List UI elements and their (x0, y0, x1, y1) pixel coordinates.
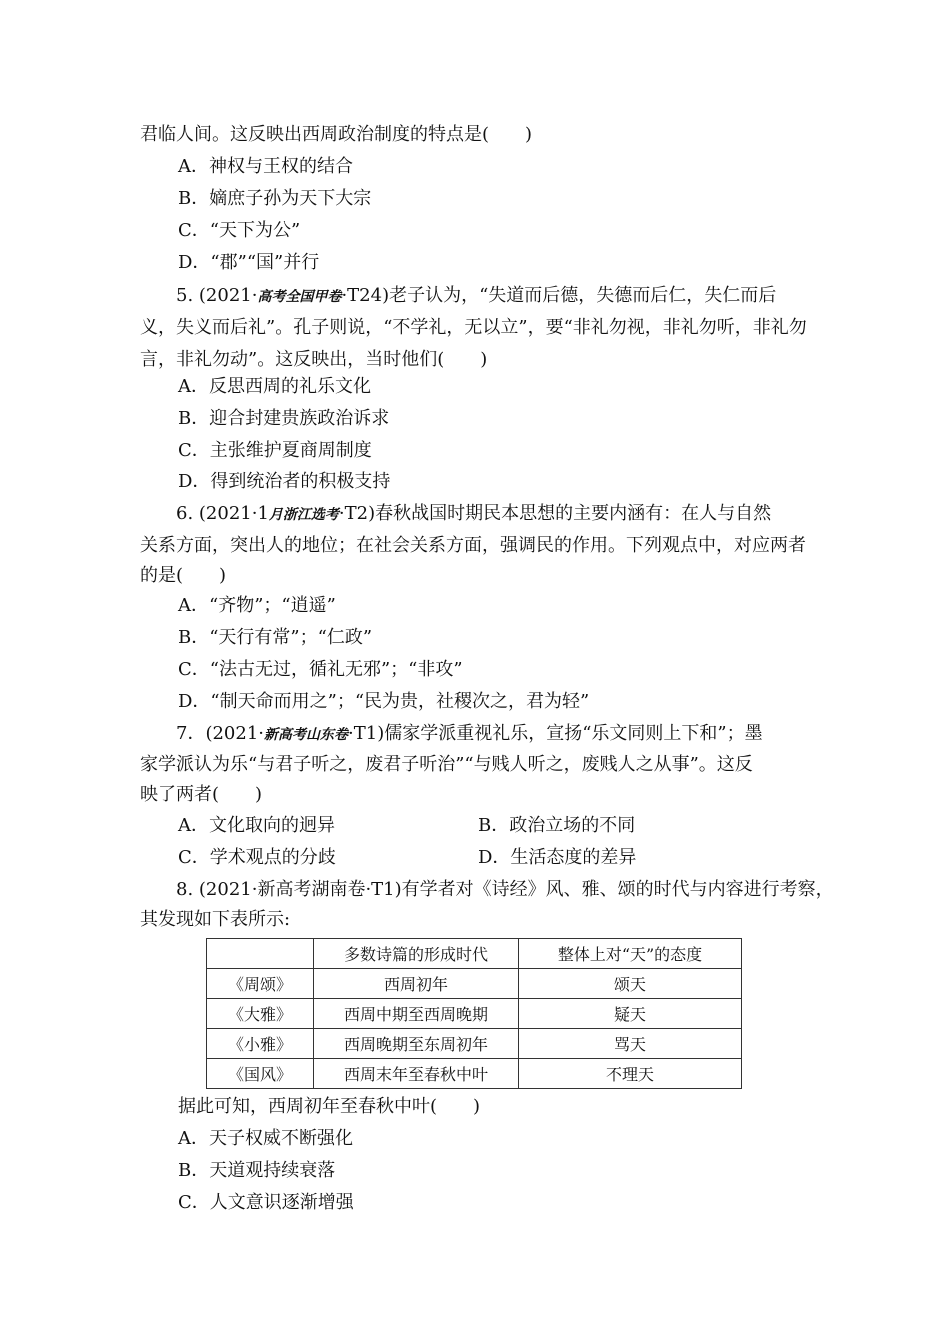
table-header-cell (207, 939, 314, 969)
question-7-number: 7．(2021· (176, 723, 265, 744)
table-cell: 西周末年至春秋中叶 (314, 1059, 519, 1089)
table-header-cell: 整体上对“天”的态度 (519, 939, 742, 969)
question-7-option-b: B．政治立场的不同 (478, 815, 636, 836)
question-6-number: 6. (2021·1 (176, 503, 269, 524)
question-6-text: ·T2)春秋战国时期民本思想的主要内涵有：在人与自然 (338, 503, 772, 524)
question-6-line-2: 关系方面，突出人的地位；在社会关系方面，强调民的作用。下列观点中，对应两者 (140, 535, 806, 556)
question-5-text: ·T24)老子认为，“失道而后德，失德而后仁，失仁而后 (341, 285, 777, 306)
question-5-line-3: 言，非礼勿动”。这反映出，当时他们( ) (140, 349, 488, 370)
question-8-option-b: B．天道观持续衰落 (178, 1160, 336, 1181)
question-7-options-row-1 (178, 810, 858, 842)
question-7-source: 新高考山东卷 (264, 727, 349, 743)
table-cell: 不理天 (519, 1059, 742, 1089)
table-header-row (207, 939, 742, 969)
table-row (207, 1059, 742, 1089)
table-cell: 《小雅》 (207, 1029, 314, 1059)
question-4-option-c: C．“天下为公” (178, 220, 301, 241)
shijing-table (206, 938, 742, 1089)
question-4-option-b: B．嫡庶子孙为天下大宗 (178, 188, 372, 209)
question-4-option-a: A．神权与王权的结合 (178, 156, 353, 177)
question-7-text: ·T1)儒家学派重视礼乐，宣扬“乐文同则上下和”；墨 (348, 723, 763, 744)
question-6-option-b: B．“天行有常”；“仁政” (178, 627, 373, 648)
question-8-stem: 据此可知，西周初年至春秋中叶( ) (178, 1096, 481, 1117)
question-5-option-d: D．得到统治者的积极支持 (178, 471, 391, 492)
question-7-option-c: C．学术观点的分歧 (178, 847, 336, 868)
question-8-option-c: C．人文意识逐渐增强 (178, 1192, 354, 1213)
question-5-number: 5. (2021· (176, 285, 258, 306)
table-header-cell: 多数诗篇的形成时代 (314, 939, 519, 969)
table-cell: 骂天 (519, 1029, 742, 1059)
table-row (207, 999, 742, 1029)
question-6-option-c: C．“法古无过，循礼无邪”；“非攻” (178, 659, 463, 680)
question-7-option-d: D．生活态度的差异 (478, 847, 637, 868)
question-8-line-2: 其发现如下表所示: (140, 909, 291, 930)
question-5-option-a: A．反思西周的礼乐文化 (178, 376, 371, 397)
question-5-line-1 (176, 280, 836, 312)
question-7-options-row-2 (178, 842, 858, 874)
question-6-option-d: D．“制天命而用之”；“民为贵，社稷次之，君为轻” (178, 691, 590, 712)
table-row (207, 1029, 742, 1059)
question-5-line-2: 义，失义而后礼”。孔子则说，“不学礼，无以立”，要“非礼勿视，非礼勿听，非礼勿 (140, 317, 807, 338)
question-6-option-a: A．“齐物”；“逍遥” (178, 595, 336, 616)
question-4-stem: 君临人间。这反映出西周政治制度的特点是( ) (140, 124, 533, 145)
table-cell: 颂天 (519, 969, 742, 999)
table-cell: 西周中期至西周晚期 (314, 999, 519, 1029)
table-row (207, 969, 742, 999)
table-cell: 《大雅》 (207, 999, 314, 1029)
question-6-line-1 (176, 498, 836, 530)
question-5-option-c: C．主张维护夏商周制度 (178, 440, 372, 461)
question-8-option-a: A．天子权威不断强化 (178, 1128, 353, 1149)
table-cell: 疑天 (519, 999, 742, 1029)
question-5-option-b: B．迎合封建贵族政治诉求 (178, 408, 390, 429)
question-7-line-1 (176, 718, 836, 750)
question-6-line-3: 的是( ) (140, 565, 227, 586)
table-cell: 《周颂》 (207, 969, 314, 999)
question-8-line-1: 8. (2021·新高考湖南卷·T1)有学者对《诗经》风、雅、颂的时代与内容进行考察， (176, 879, 834, 900)
question-7-line-2: 家学派认为乐“与君子听之，废君子听治”“与贱人听之，废贱人之从事”。这反 (140, 754, 753, 775)
table-cell: 西周晚期至东周初年 (314, 1029, 519, 1059)
question-7-line-3: 映了两者( ) (140, 784, 263, 805)
question-6-source: 月浙江选考 (268, 507, 339, 523)
question-4-option-d: D．“郡”“国”并行 (178, 252, 320, 273)
table-cell: 西周初年 (314, 969, 519, 999)
question-7-option-a: A．文化取向的迥异 (178, 815, 335, 836)
question-5-source: 高考全国甲卷 (257, 289, 342, 305)
table-cell: 《国风》 (207, 1059, 314, 1089)
